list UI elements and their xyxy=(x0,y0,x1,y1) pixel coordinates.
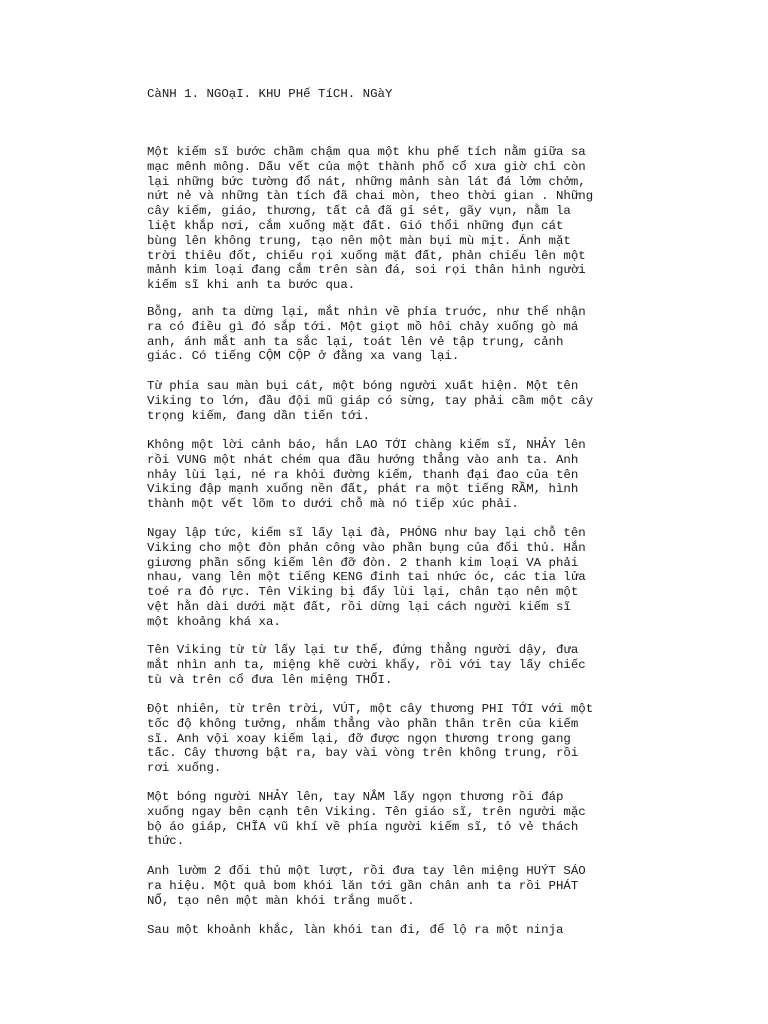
paragraph-line: bùng lên không trung, tạo nên một màn bụi mù mịt. Ánh mặt xyxy=(147,233,571,248)
paragraph-line: Viking cho một đòn phản công vào phần bụng của đối thủ. Hắn xyxy=(147,540,586,555)
paragraph-line: thức. xyxy=(147,834,185,849)
paragraph-line: mắt nhìn anh ta, miệng khẽ cười khẩy, rồi với tay lấy chiếc xyxy=(147,657,586,672)
paragraph-line: Một kiếm sĩ bước chầm chậm qua một khu phế tích nằm giữa sa xyxy=(147,145,586,159)
paragraph-line: tấc. Cây thương bật ra, bay vài vòng trên không trung, rồi xyxy=(147,746,579,761)
paragraph-1 xyxy=(147,145,627,293)
paragraph-9 xyxy=(147,864,627,908)
paragraph-line: Viking đập mạnh xuống nền đất, phát ra một tiếng RẦM, hình xyxy=(147,482,579,497)
paragraph-10 xyxy=(147,923,627,938)
paragraph-line: xuống ngay bên cạnh tên Viking. Tên giáo sĩ, trên người mặc xyxy=(147,804,586,819)
paragraph-6 xyxy=(147,643,627,687)
paragraph-line: NỔ, tạo nên một màn khói trắng muốt. xyxy=(147,893,415,908)
paragraph-5 xyxy=(147,526,627,630)
paragraph-line: thành một vết lõm to dưới chỗ mà nó tiếp xúc phải. xyxy=(147,497,519,512)
paragraph-line: rồi VUNG một nhát chém qua đầu hướng thẳng vào anh ta. Anh xyxy=(147,452,579,467)
paragraph-line: Bỗng, anh ta dừng lại, mắt nhìn về phía truớc, như thể nhận xyxy=(147,305,586,319)
paragraph-line: Sau một khoảnh khắc, làn khói tan đi, để lộ ra một ninja xyxy=(147,923,564,937)
paragraph-line: Không một lời cảnh báo, hắn LAO TỚI chàng kiếm sĩ, NHẢY lên xyxy=(147,438,586,452)
paragraph-line: ra hiệu. Một quả bom khói lăn tới gần chân anh ta rồi PHÁT xyxy=(147,878,579,893)
paragraph-line: Ngay lập tức, kiếm sĩ lấy lại đà, PHÓNG như bay lại chỗ tên xyxy=(147,526,586,540)
paragraph-line: toé ra đỏ rực. Tên Viking bị đẩy lùi lại, chân tạo nên một xyxy=(147,585,579,600)
paragraph-line: một khoảng khá xa. xyxy=(147,614,281,629)
paragraph-3 xyxy=(147,379,627,423)
paragraph-4 xyxy=(147,438,627,512)
paragraph-line: trọng kiếm, đang dần tiến tới. xyxy=(147,408,371,423)
paragraph-line: anh, ánh mắt anh ta sắc lại, toát lên vẻ tập trung, cảnh xyxy=(147,334,564,349)
paragraph-line: Viking to lớn, đầu đội mũ giáp có sừng, tay phải cầm một cây xyxy=(147,393,594,408)
paragraph-line: tù và trên cổ đưa lên miệng THỔI. xyxy=(147,672,393,687)
paragraph-8 xyxy=(147,790,627,849)
scene-heading xyxy=(147,87,627,102)
paragraph-line: nhau, vang lên một tiếng KENG đinh tai nhức óc, các tia lửa xyxy=(147,570,586,585)
paragraph-line: Từ phía sau màn bụi cát, một bóng người xuất hiện. Một tên xyxy=(147,379,579,393)
paragraph-7 xyxy=(147,702,627,776)
paragraph-line: giác. Có tiếng CỘM CỘP ở đằng xa vang lại. xyxy=(147,349,460,364)
paragraph-line: Đột nhiên, từ trên trời, VÚT, một cây thương PHI TỚI với một xyxy=(147,702,594,716)
paragraph-line: Tên Viking từ từ lấy lại tư thế, đứng thẳng người dậy, đưa xyxy=(147,643,579,657)
paragraph-line: liệt khắp nơi, cắm xuống mặt đất. Gió thổi những đụn cát xyxy=(147,218,564,233)
paragraph-line: mạc mênh mông. Dấu vết của một thành phố cổ xưa giờ chỉ còn xyxy=(147,159,586,174)
paragraph-line: Một bóng người NHẢY lên, tay NẮM lấy ngọn thương rồi đáp xyxy=(147,790,564,804)
paragraph-line: cây kiếm, giáo, thương, tất cả đã gỉ sét, gãy vụn, nằm la xyxy=(147,204,571,219)
paragraph-line: bộ áo giáp, CHĨA vũ khí về phía người kiếm sĩ, tỏ vẻ thách xyxy=(147,819,579,834)
scene-heading-text: CàNH 1. NGOạI. KHU PHế TíCH. NGàY xyxy=(147,87,393,101)
paragraph-line: sĩ. Anh vội xoay kiếm lại, đỡ được ngọn thương trong gang xyxy=(147,731,571,746)
paragraph-line: lại những bức tường đổ nát, những mảnh sàn lát đá lởm chởm, xyxy=(147,174,586,189)
paragraph-line: giương phần sống kiếm lên đỡ đòn. 2 thanh kim loại VA phải xyxy=(147,555,579,570)
paragraph-line: tốc độ không tưởng, nhắm thẳng vào phần thân trên của kiếm xyxy=(147,716,579,731)
paragraph-line: nứt nẻ và những tàn tích đã chai mòn, theo thời gian . Những xyxy=(147,189,594,204)
paragraph-line: mảnh kim loại đang cắm trên sàn đá, soi rọi thân hình người xyxy=(147,263,586,278)
paragraph-2 xyxy=(147,305,627,364)
paragraph-line: nhảy lùi lại, né ra khỏi đường kiếm, thanh đại đao của tên xyxy=(147,467,579,482)
paragraph-line: Anh lườm 2 đối thủ một lượt, rồi đưa tay lên miệng HUÝT SÁO xyxy=(147,864,586,878)
paragraph-line: rơi xuống. xyxy=(147,761,222,776)
paragraph-line: ra có điều gì đó sắp tới. Một giọt mồ hôi chảy xuống gò má xyxy=(147,319,579,334)
paragraph-line: kiếm sĩ khi anh ta bước qua. xyxy=(147,278,356,293)
paragraph-line: trời thiêu đốt, chiếu rọi xuống mặt đất, phản chiếu lên một xyxy=(147,248,586,263)
paragraph-line: vệt hằn dài dưới mặt đất, rồi dừng lại cách người kiếm sĩ xyxy=(147,599,571,614)
